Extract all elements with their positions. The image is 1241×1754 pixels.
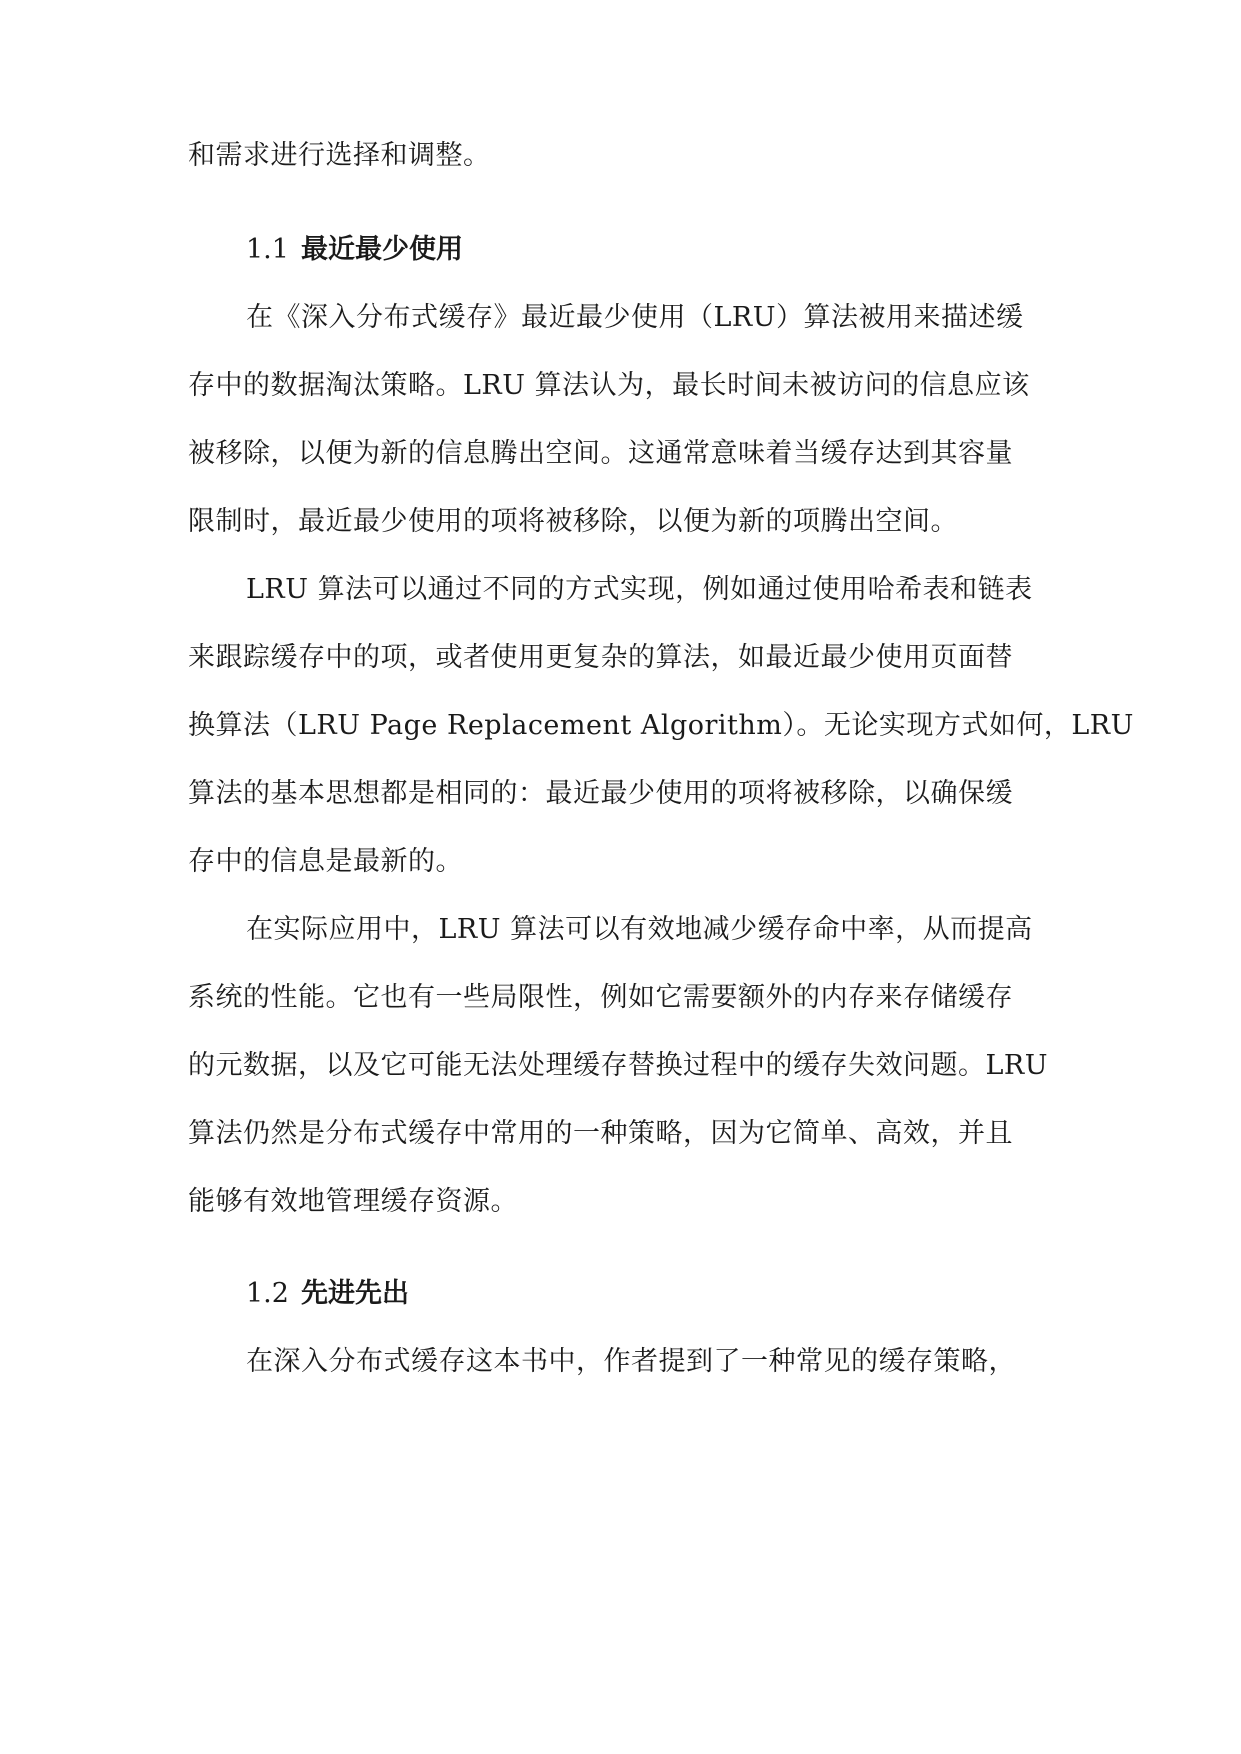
paragraph-line: 在《深入分布式缓存》最近最少使用（LRU）算法被用来描述缓: [246, 302, 1024, 333]
paragraph-line: 存中的数据淘汰策略。LRU 算法认为，最长时间未被访问的信息应该: [188, 370, 1030, 401]
paragraph-line: 换算法（LRU Page Replacement Algorithm）。无论实现方式如何，LRU: [188, 710, 1134, 741]
paragraph-line: 能够有效地管理缓存资源。: [188, 1186, 518, 1217]
paragraph-line: 的元数据，以及它可能无法处理缓存替换过程中的缓存失效问题。LRU: [188, 1050, 1049, 1081]
paragraph-line: 限制时，最近最少使用的项将被移除，以便为新的项腾出空间。: [188, 506, 958, 537]
paragraph-line: 系统的性能。它也有一些局限性，例如它需要额外的内存来存储缓存: [188, 982, 1013, 1013]
paragraph-line: 算法仍然是分布式缓存中常用的一种策略，因为它简单、高效，并且: [188, 1118, 1013, 1149]
section-title: 先进先出: [300, 1278, 409, 1309]
paragraph-line: LRU 算法可以通过不同的方式实现，例如通过使用哈希表和链表: [246, 574, 1033, 605]
section-heading-1-1: [246, 230, 463, 270]
paragraph-line: 来跟踪缓存中的项，或者使用更复杂的算法，如最近最少使用页面替: [188, 642, 1013, 673]
paragraph-line: 在实际应用中，LRU 算法可以有效地减少缓存命中率，从而提高: [246, 914, 1033, 945]
section-title: 最近最少使用: [300, 234, 463, 265]
paragraph-line: 算法的基本思想都是相同的：最近最少使用的项将被移除，以确保缓: [188, 778, 1013, 809]
section-number: 1.1: [246, 234, 289, 265]
section-heading-1-2: [246, 1274, 409, 1314]
paragraph-line: 存中的信息是最新的。: [188, 846, 463, 877]
paragraph-line: 被移除，以便为新的信息腾出空间。这通常意味着当缓存达到其容量: [188, 438, 1013, 469]
paragraph-line: 和需求进行选择和调整。: [188, 140, 491, 171]
paragraph-line: 在深入分布式缓存这本书中，作者提到了一种常见的缓存策略，: [246, 1346, 1016, 1377]
section-number: 1.2: [246, 1278, 289, 1309]
